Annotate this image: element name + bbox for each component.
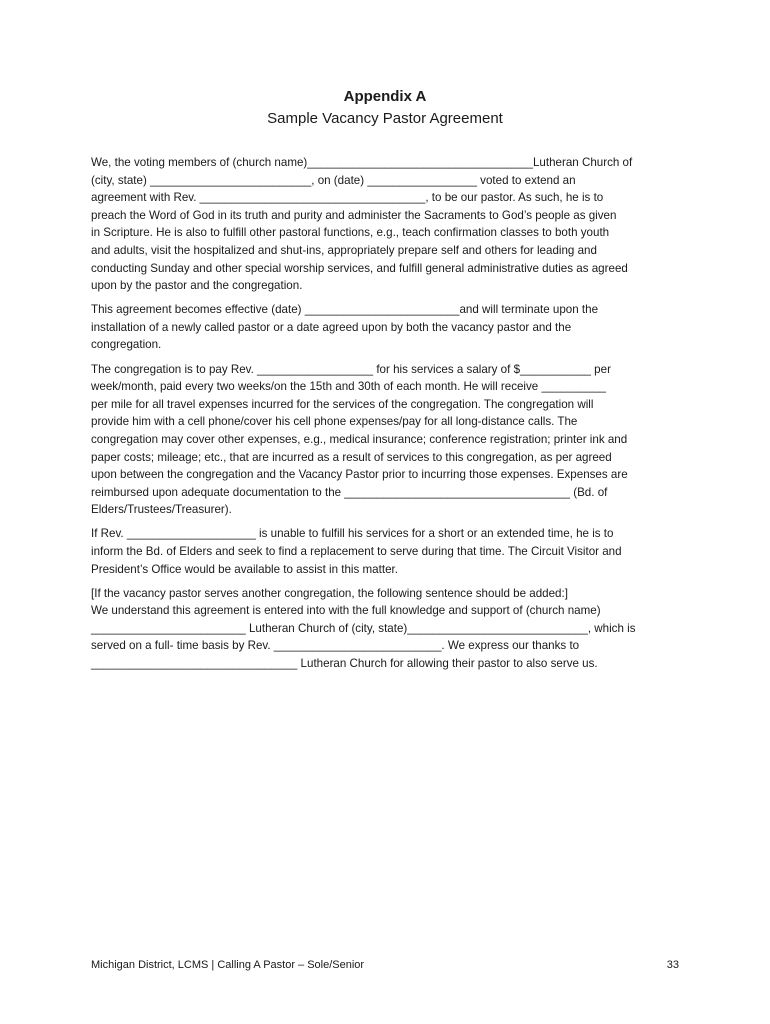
text-line: ________________________________ Lutheran Church for allowing their pastor to also serve us. <box>91 657 598 671</box>
text-line: upon by the pastor and the congregation. <box>91 279 303 293</box>
text-line: This agreement becomes effective (date) ________________________and will terminate upon the <box>91 303 599 317</box>
text-line: in Scripture. He is also to fulfill other pastoral functions, e.g., teach confirmation classes to both youth <box>91 226 610 240</box>
text-line: The congregation is to pay Rev. __________________ for his services a salary of $___________ per <box>91 362 611 376</box>
paragraph-other-congregation <box>91 585 691 673</box>
text-line: week/month, paid every two weeks/on the 15th and 30th of each month. He will receive __________ <box>91 380 606 394</box>
text-line: conducting Sunday and other special worship services, and fulfill general administrative duties as agreed <box>91 261 628 275</box>
text-line: We understand this agreement is entered into with the full knowledge and support of (church name) <box>91 604 601 618</box>
paragraph-compensation <box>91 361 691 519</box>
text-line: upon between the congregation and the Vacancy Pastor prior to incurring those expenses. Expenses are <box>91 468 628 482</box>
text-line: provide him with a cell phone/cover his cell phone expenses/pay for all long-distance calls. The <box>91 415 578 429</box>
text-line: per mile for all travel expenses incurred for the services of the congregation. The congregation will <box>91 397 594 411</box>
text-line: and adults, visit the hospitalized and shut-ins, appropriately prepare self and others for leading and <box>91 243 597 257</box>
page-subtitle: Sample Vacancy Pastor Agreement <box>267 110 503 127</box>
text-line: If Rev. ____________________ is unable to fulfill his services for a short or an extended time, he is to <box>91 527 614 541</box>
page-title: Appendix A <box>343 88 427 105</box>
text-line: served on a full- time basis by Rev. __________________________. We express our thanks to <box>91 639 580 653</box>
text-line: inform the Bd. of Elders and seek to find a replacement to serve during that time. The Circuit Visitor and <box>91 544 622 558</box>
text-line: paper costs; mileage; etc., that are incurred as a result of services to this congregation, as per agreed <box>91 450 612 464</box>
text-line: congregation. <box>91 338 162 352</box>
text-line: congregation may cover other expenses, e.g., medical insurance; conference registration; printer ink and <box>91 432 628 446</box>
text-line: installation of a newly called pastor or a date agreed upon by both the vacancy pastor and the <box>91 320 572 334</box>
text-line: President’s Office would be available to assist in this matter. <box>91 562 398 576</box>
paragraph-replacement <box>91 525 691 578</box>
text-line: We, the voting members of (church name)___________________________________Lutheran Church of <box>91 156 633 169</box>
page-number: 33 <box>666 959 679 971</box>
text-line: ________________________ Lutheran Church of (city, state)____________________________, which is <box>91 621 636 635</box>
text-line: reimbursed upon adequate documentation to the ___________________________________ (Bd. of <box>91 485 608 499</box>
text-line: [If the vacancy pastor serves another congregation, the following sentence should be added:] <box>91 586 568 600</box>
agreement-body <box>91 154 691 679</box>
text-line: Elders/Trustees/Treasurer). <box>91 503 232 517</box>
footer-text: Michigan District, LCMS | Calling A Pastor – Sole/Senior <box>91 959 365 971</box>
paragraph-effective-date <box>91 301 691 354</box>
text-line: (city, state) _________________________, on (date) _________________ voted to extend an <box>91 173 576 187</box>
text-line: agreement with Rev. ___________________________________, to be our pastor. As such, he is to <box>91 191 604 205</box>
text-line: preach the Word of God in its truth and purity and administer the Sacraments to God’s people as given <box>91 208 617 222</box>
paragraph-intro <box>91 154 691 295</box>
